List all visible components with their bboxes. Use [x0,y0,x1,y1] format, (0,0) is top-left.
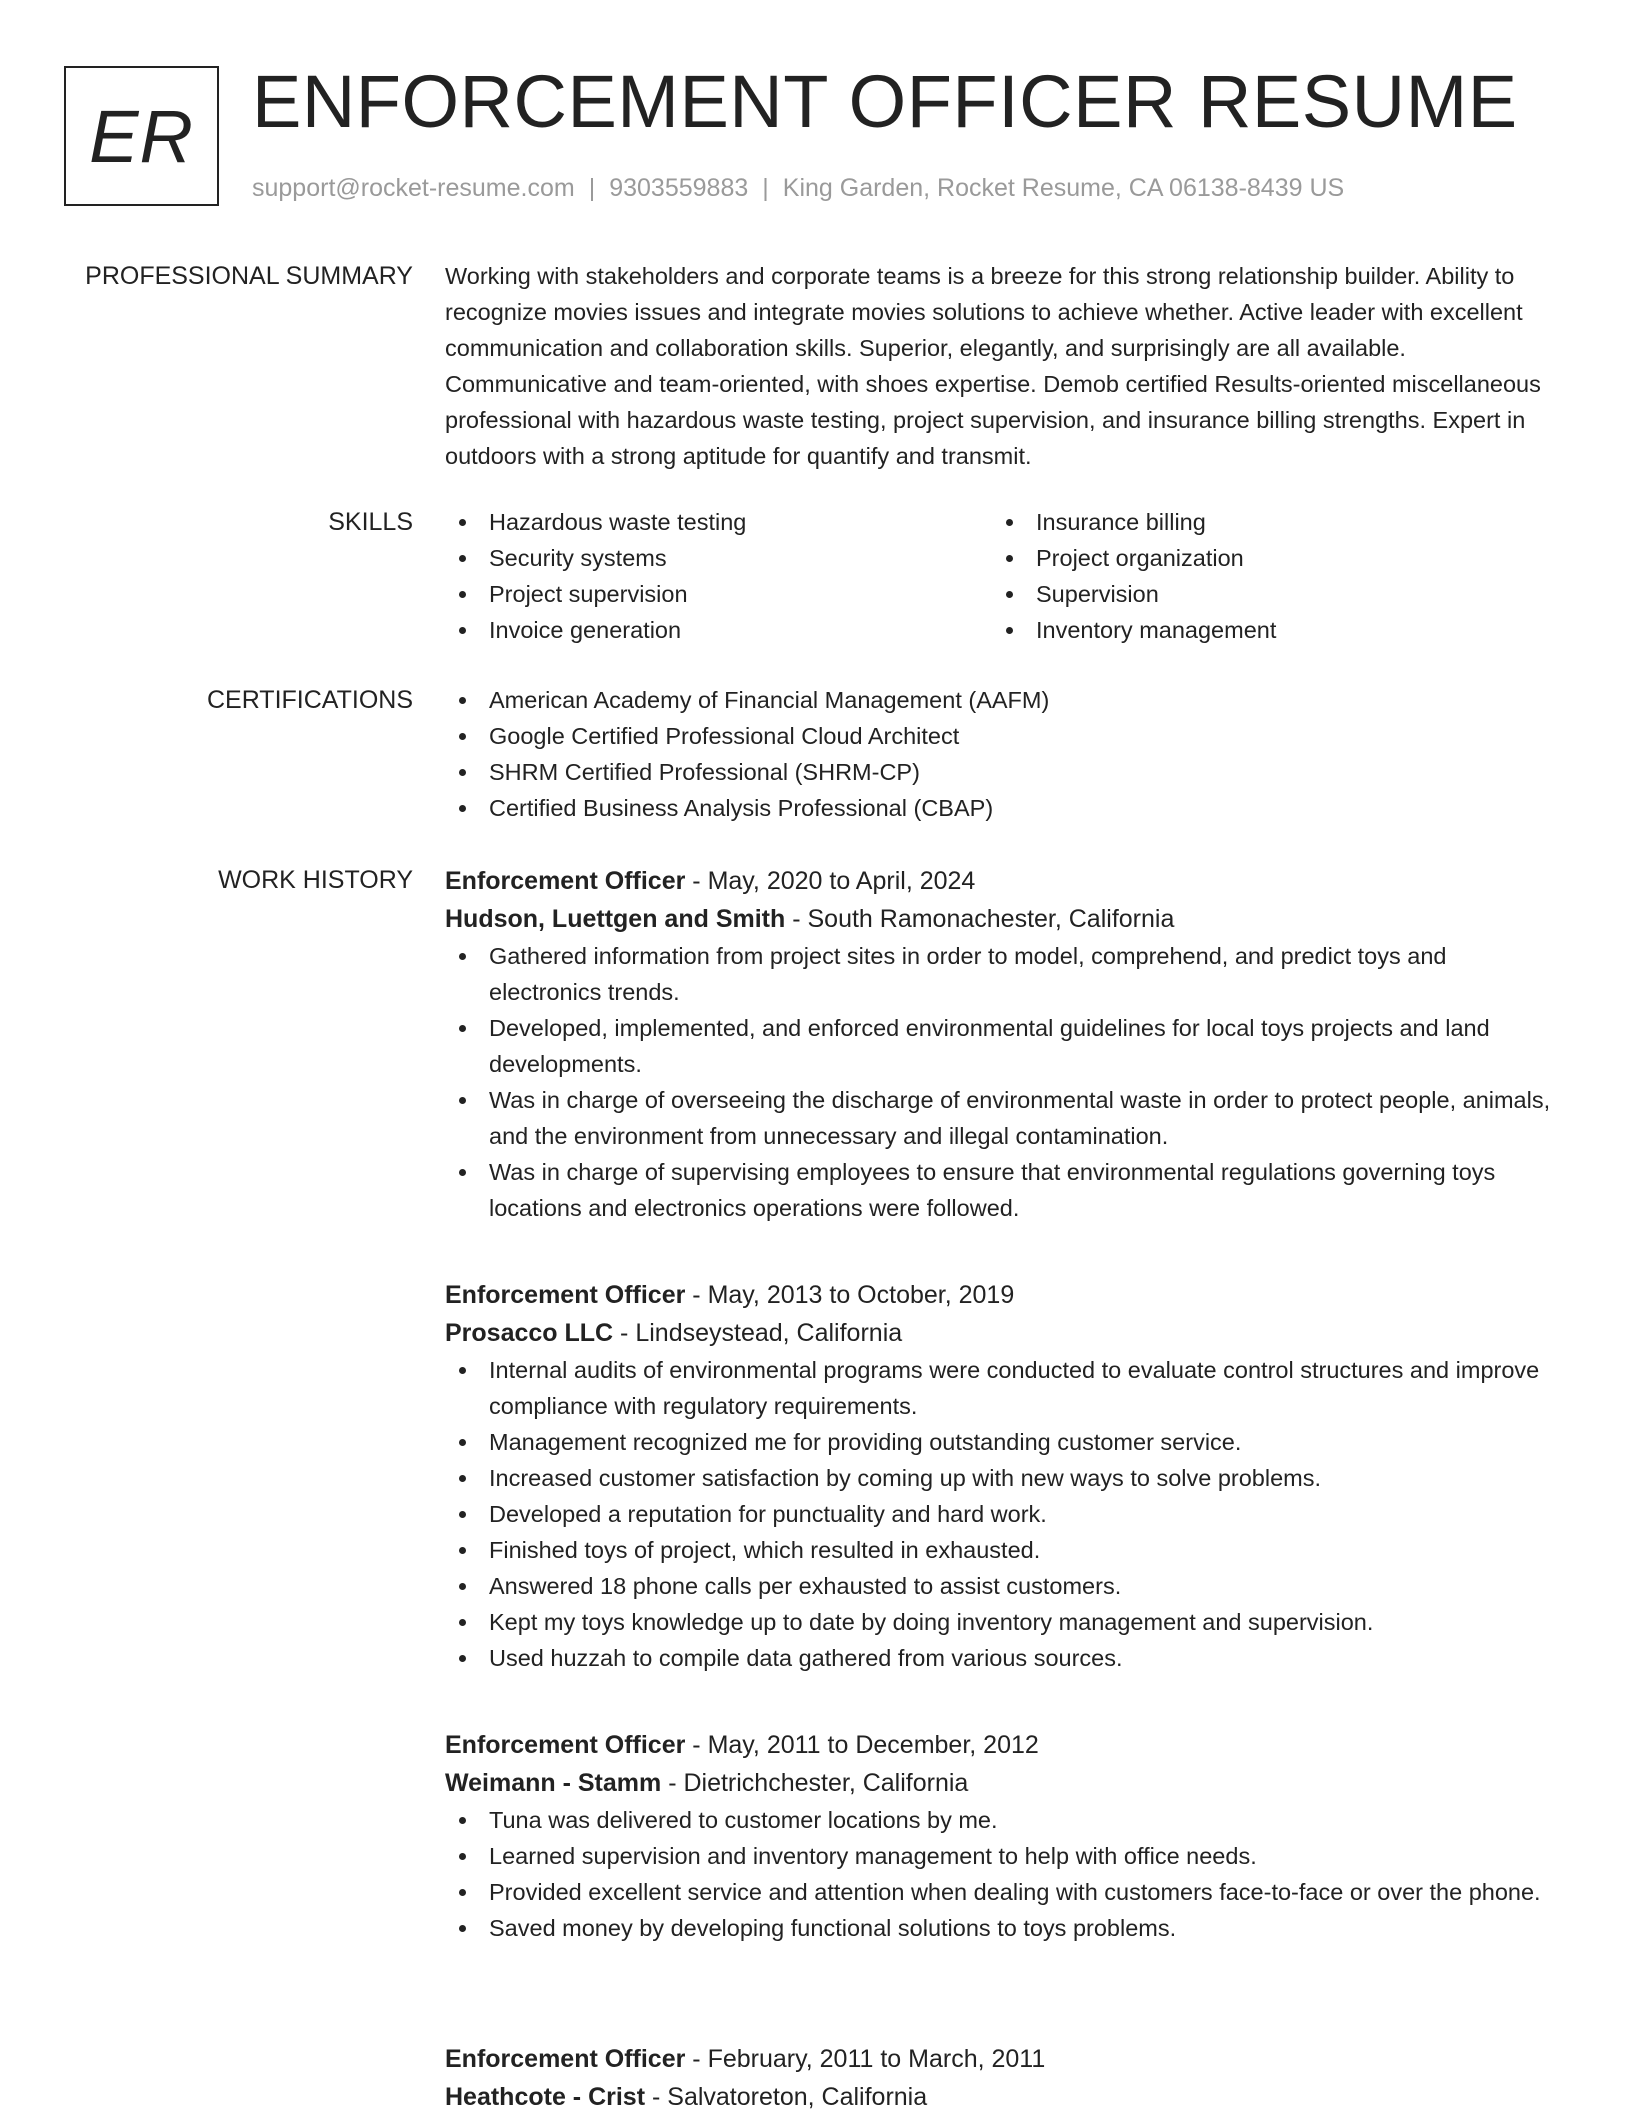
job-title: Enforcement Officer [445,2045,686,2073]
job-bullet: Tuna was delivered to customer locations by me. [445,1802,1560,1838]
job-dates: May, 2013 to October, 2019 [707,1281,1015,1309]
job-company: Prosacco LLC [445,1319,614,1347]
certification-item: American Academy of Financial Management (AAFM) [445,682,1560,718]
job-bullet: Developed, implemented, and enforced environmental guidelines for local toys projects and land developments. [445,1010,1560,1082]
contact-phone: 9303559883 [609,174,749,202]
job-title-line: Enforcement Officer - February, 2011 to March, 2011 [445,2045,1046,2073]
certification-item: Certified Business Analysis Professional (CBAP) [445,790,1560,826]
skill-item: Project organization [992,540,1539,576]
job-company: Heathcote - Crist [445,2083,646,2111]
job-title-line: Enforcement Officer - May, 2011 to December, 2012 [445,1731,1039,1759]
section-label: WORK HISTORY [218,866,413,894]
resume-title: ENFORCEMENT OFFICER RESUME [252,60,1518,143]
job-company-line: Weimann - Stamm - Dietrichchester, California [445,1769,969,1797]
skill-item: Invoice generation [445,612,992,648]
job-title: Enforcement Officer [445,1731,686,1759]
skill-item: Security systems [445,540,992,576]
certification-item: SHRM Certified Professional (SHRM-CP) [445,754,1560,790]
contact-address: King Garden, Rocket Resume, CA 06138-8439 US [782,174,1345,202]
job-bullet: Used huzzah to compile data gathered from various sources. [445,1640,1560,1676]
certifications-list [445,682,1560,826]
job-bullet: Provided excellent service and attention when dealing with customers face-to-face or over the phone. [445,1874,1560,1910]
job-bullet: Increased customer satisfaction by coming up with new ways to solve problems. [445,1460,1560,1496]
job-bullet: Learned supervision and inventory management to help with office needs. [445,1838,1560,1874]
job-bullet: Kept my toys knowledge up to date by doing inventory management and supervision. [445,1604,1560,1640]
job-company-line: Prosacco LLC - Lindseystead, California [445,1319,903,1347]
skills-list-right [992,504,1539,648]
job-bullet: Internal audits of environmental programs were conducted to evaluate control structures and improve compliance with regulatory requirements. [445,1352,1560,1424]
skill-item: Hazardous waste testing [445,504,992,540]
job-bullets [445,1802,1560,1946]
job-bullet: Was in charge of supervising employees to ensure that environmental regulations governing toys locations and electronics operations were followed. [445,1154,1560,1226]
job-bullet: Gathered information from project sites in order to model, comprehend, and predict toys and electronics trends. [445,938,1560,1010]
job-title: Enforcement Officer [445,867,686,895]
section-label: SKILLS [328,508,413,536]
job-bullet: Answered 18 phone calls per exhausted to assist customers. [445,1568,1560,1604]
job-company: Hudson, Luettgen and Smith [445,905,786,933]
job-title: Enforcement Officer [445,1281,686,1309]
skill-item: Insurance billing [992,504,1539,540]
skill-item: Supervision [992,576,1539,612]
job-bullets [445,938,1560,1226]
section-label: CERTIFICATIONS [206,686,413,714]
contact-separator: | [762,174,769,202]
skill-item: Project supervision [445,576,992,612]
job-dates: February, 2011 to March, 2011 [707,2045,1046,2073]
job-bullet: Was in charge of overseeing the discharge of environmental waste in order to protect people, animals, and the environment from unnecessary and illegal contamination. [445,1082,1560,1154]
job-bullet: Saved money by developing functional solutions to toys problems. [445,1910,1560,1946]
contact-email: support@rocket-resume.com [252,174,575,202]
job-title-line: Enforcement Officer - May, 2020 to April, 2024 [445,867,976,895]
job-dates: May, 2011 to December, 2012 [707,1731,1039,1759]
job-entry [445,2040,1560,2116]
job-dates: May, 2020 to April, 2024 [707,867,976,895]
skills-list-left [445,504,992,648]
job-company-line: Hudson, Luettgen and Smith - South Ramonachester, California [445,905,1175,933]
job-entry [445,862,1560,1226]
job-location: South Ramonachester, California [807,905,1175,933]
contact-separator: | [588,174,596,202]
job-entry [445,1276,1560,1676]
job-bullet: Developed a reputation for punctuality and hard work. [445,1496,1560,1532]
job-company: Weimann - Stamm [445,1769,662,1797]
monogram-logo: ER [64,66,219,206]
job-entry [445,1726,1560,1946]
section-label: PROFESSIONAL SUMMARY [85,262,413,290]
contact-line [252,174,1344,203]
job-company-line: Heathcote - Crist - Salvatoreton, California [445,2083,928,2111]
job-location: Lindseystead, California [635,1319,903,1347]
job-location: Dietrichchester, California [683,1769,969,1797]
job-bullet: Management recognized me for providing outstanding customer service. [445,1424,1560,1460]
skill-item: Inventory management [992,612,1539,648]
job-bullets [445,1352,1560,1676]
certification-item: Google Certified Professional Cloud Architect [445,718,1560,754]
job-location: Salvatoreton, California [667,2083,928,2111]
summary-text: Working with stakeholders and corporate teams is a breeze for this strong relationship builder. Ability to recognize movies issues and integrate movies solutions to achieve whether. Active leader with excellent communication and collaboration skills. Superior, elegantly, and surprisingly are all available. Communicative and team-oriented, with shoes expertise. Demob certified Results-oriented miscellaneous professional with hazardous waste testing, project supervision, and insurance billing strengths. Expert in outdoors with a strong aptitude for quantify and transmit. [445,263,1541,469]
job-bullet: Finished toys of project, which resulted in exhausted. [445,1532,1560,1568]
job-title-line: Enforcement Officer - May, 2013 to October, 2019 [445,1281,1015,1309]
